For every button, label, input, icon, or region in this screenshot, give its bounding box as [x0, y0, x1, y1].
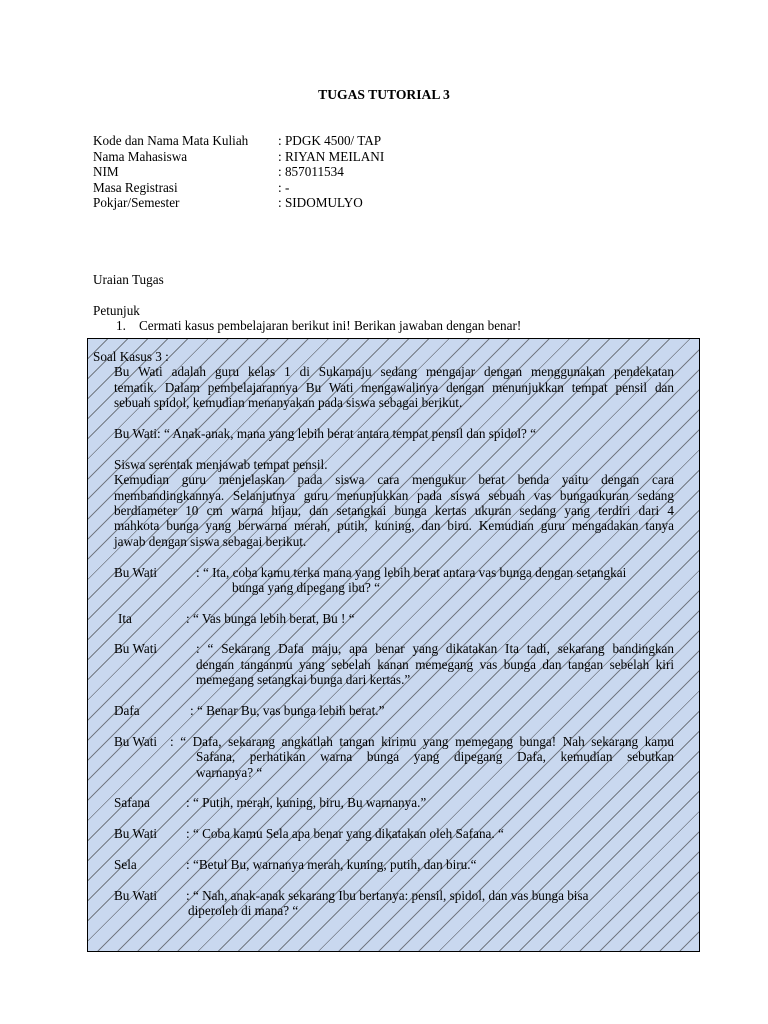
dialogue-line: Safana, perhatikan warna bunga yang dipegang Dafa, kemudian sebutkan [196, 749, 674, 764]
dialogue-line: warnanya? “ [196, 765, 263, 780]
dialogue-line: : “Betul Bu, warnanya merah, kuning, putih, dan biru.“ [186, 857, 477, 872]
dialogue-speaker: Bu Wati [114, 565, 158, 580]
info-value-nim: : 857011534 [278, 164, 344, 179]
dialogue-line: : “ Coba kamu Sela apa benar yang dikatakan oleh Safana. “ [186, 826, 504, 841]
info-value-pokjar: : SIDOMULYO [278, 195, 363, 210]
case-paragraph-line: sebuah spidol, kemudian menanyakan pada siswa sebagai berikut. [114, 395, 463, 410]
dialogue-speaker: Safana [114, 795, 150, 810]
info-value-student-name: : RIYAN MEILANI [278, 149, 385, 164]
info-value-course: : PDGK 4500/ TAP [278, 133, 382, 148]
dialogue-line: bunga yang dipegang ibu? “ [232, 580, 380, 595]
case-paragraph-line: jawab dengan siswa sebagai berikut. [114, 534, 307, 549]
dialogue-speaker: Bu Wati [114, 888, 158, 903]
petunjuk-label: Petunjuk [93, 303, 140, 318]
dialogue-line: : “ Vas bunga lebih berat, Bu ! “ [186, 611, 355, 626]
info-label-student-name: Nama Mahasiswa [93, 149, 188, 164]
case-paragraph-line: Siswa serentak menjawab tempat pensil. [114, 457, 328, 472]
instruction-text: Cermati kasus pembelajaran berikut ini! Berikan jawaban dengan benar! [139, 318, 522, 333]
case-question: Bu Wati: “ Anak-anak, mana yang lebih berat antara tempat pensil dan spidol? “ [114, 426, 537, 441]
dialogue-speaker: Sela [114, 857, 137, 872]
info-label-registration: Masa Registrasi [93, 180, 178, 195]
info-label-course: Kode dan Nama Mata Kuliah [93, 133, 249, 148]
document-title: TUGAS TUTORIAL 3 [318, 87, 450, 102]
dialogue-line: dengan tanganmu yang sebelah kanan memegang vas bunga dan tangan sebelah kiri [196, 657, 674, 672]
dialogue-line: memegang setangkai bunga dari kertas.” [196, 672, 411, 687]
info-label-pokjar: Pokjar/Semester [93, 195, 180, 210]
info-label-nim: NIM [93, 164, 119, 179]
dialogue-speaker: Bu Wati [114, 641, 158, 656]
case-paragraph-line: tematik. Dalam pembelajarannya Bu Wati mengawalinya dengan menunjukkan tempat pensil dan [114, 380, 674, 395]
case-paragraph-line: membandingkannya. Selanjutnya guru menunjukkan pada siswa sebuah vas bungaukuran sedang [114, 488, 674, 503]
instruction-number: 1. [116, 318, 126, 333]
dialogue-speaker: Dafa [114, 703, 140, 718]
dialogue-line: : “ Nah, anak-anak sekarang Ibu bertanya: pensil, spidol, dan vas bunga bisa [186, 888, 589, 903]
dialogue-line: : “ Benar Bu, vas bunga lebih berat.” [190, 703, 385, 718]
dialogue-speaker: Bu Wati [114, 826, 158, 841]
case-paragraph-line: mahkota bunga yang berwarna merah, putih, kuning, dan biru. Kemudian guru mengadakan tanya [114, 518, 674, 533]
dialogue-line: : “ Putih, merah, kuning, biru, Bu warnanya.” [186, 795, 427, 810]
case-box [87, 338, 700, 952]
case-heading: Soal Kasus 3 : [93, 349, 169, 364]
dialogue-speaker: Bu Wati [114, 734, 158, 749]
dialogue-line: : “ Dafa, sekarang angkatlah tangan kirimu yang memegang bunga! Nah sekarang kamu [170, 734, 674, 749]
case-paragraph-line: Kemudian guru menjelaskan pada siswa cara mengukur berat benda yaitu dengan cara [114, 472, 674, 487]
dialogue-line: : “ Sekarang Dafa maju, apa benar yang dikatakan Ita tadi, sekarang bandingkan [196, 641, 674, 656]
dialogue-line: : “ Ita, coba kamu terka mana yang lebih berat antara vas bunga dengan setangkai [196, 565, 627, 580]
section-heading: Uraian Tugas [93, 272, 164, 287]
dialogue-line: diperoleh di mana? “ [188, 903, 299, 918]
case-paragraph-line: berdiameter 10 cm warna hijau, dan setangkai bunga kertas ukuran sedang yang terdiri dari 4 [114, 503, 674, 518]
dialogue-speaker: Ita [118, 611, 132, 626]
info-value-registration: : - [278, 180, 290, 195]
case-paragraph-line: Bu Wati adalah guru kelas 1 di Sukamaju sedang mengajar dengan menggunakan pendekatan [114, 364, 674, 379]
